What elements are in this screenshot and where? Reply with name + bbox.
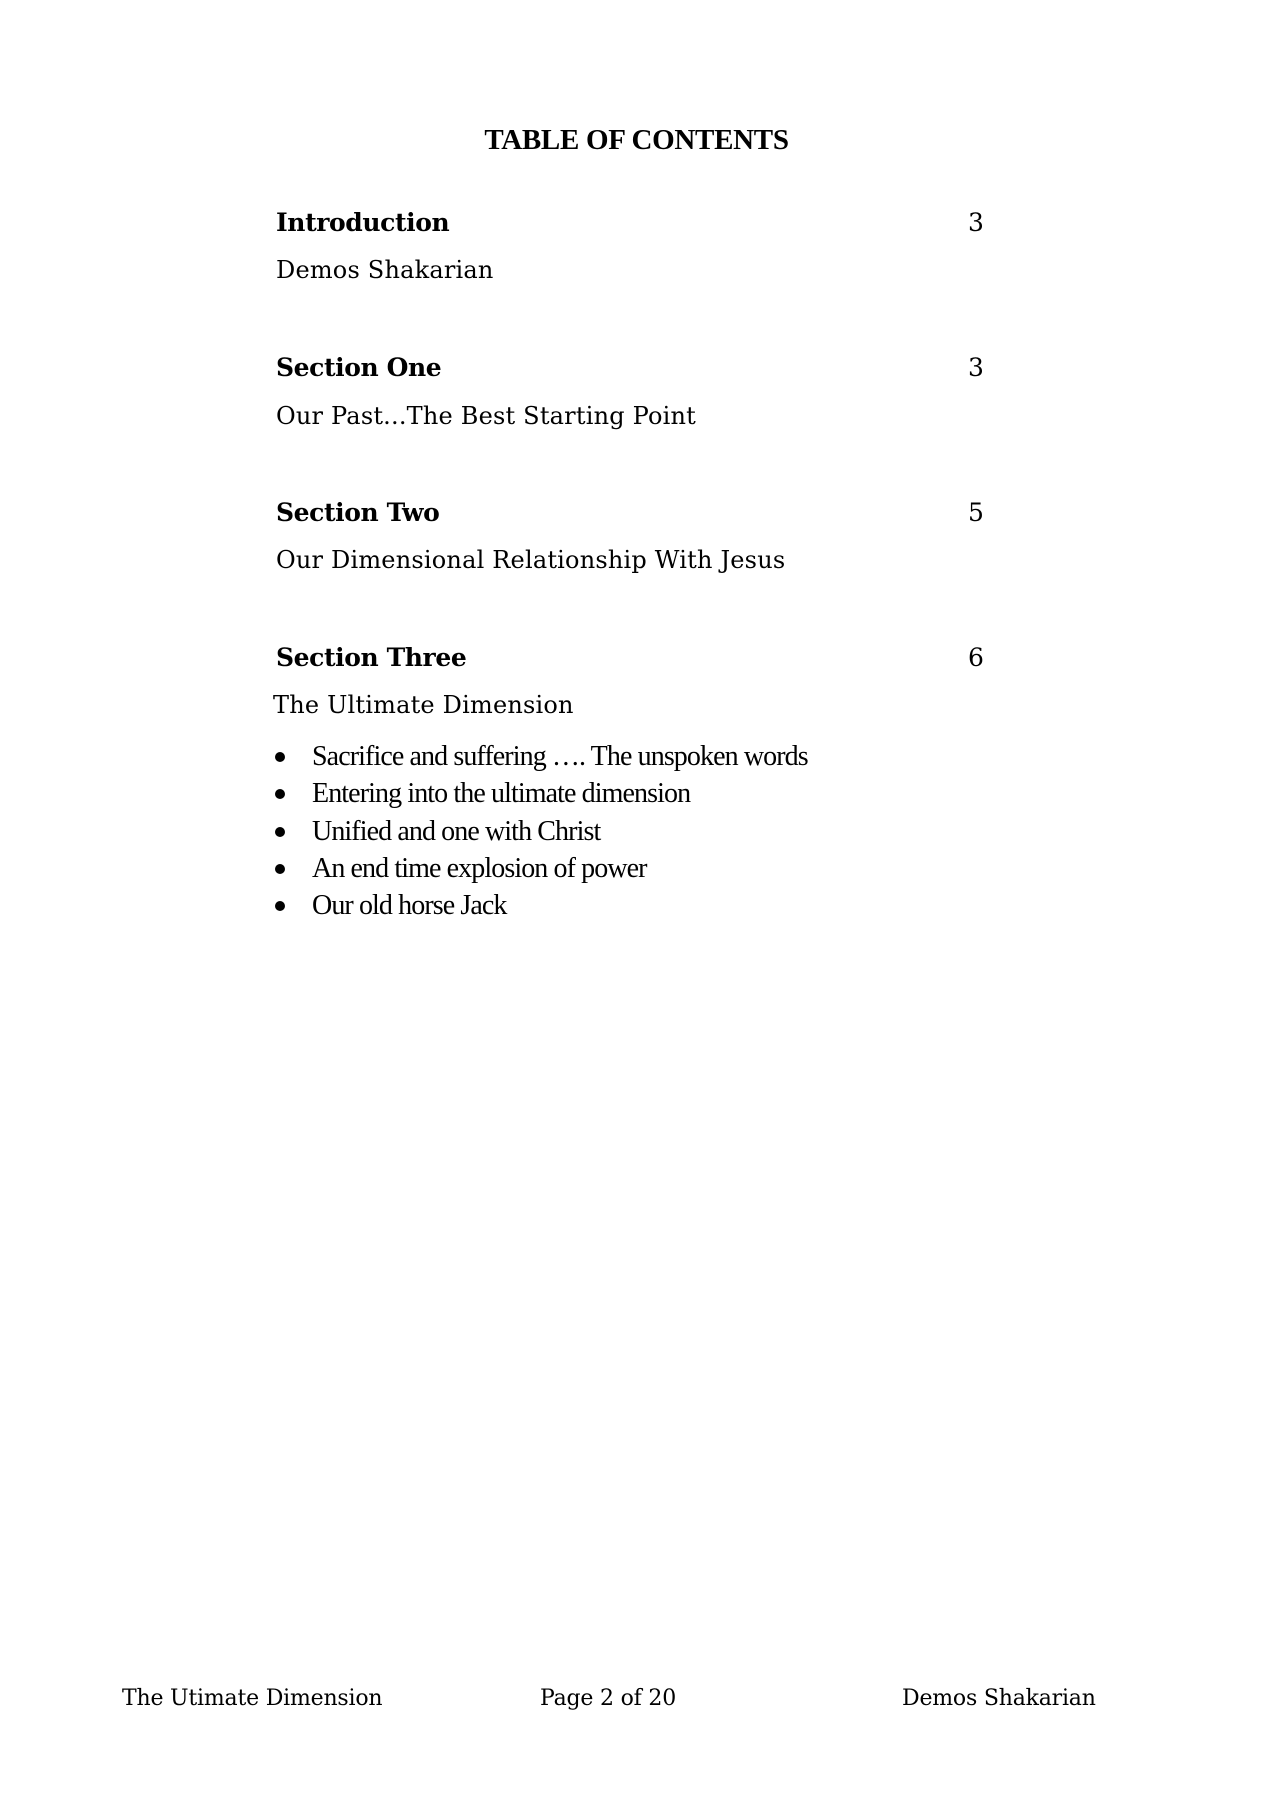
toc-subtitle-section-two: Our Dimensional Relationship With Jesus xyxy=(276,546,786,574)
toc-heading-section-one[interactable]: Section One xyxy=(276,353,442,382)
bullet-icon xyxy=(275,827,285,837)
list-item: Entering into the ultimate dimension xyxy=(272,775,808,812)
toc-page-number-section-two: 5 xyxy=(968,498,984,527)
bullet-icon xyxy=(275,752,285,762)
toc-heading-introduction[interactable]: Introduction xyxy=(276,208,450,237)
footer-page-indicator: Page 2 of 20 xyxy=(540,1686,676,1711)
footer-author: Demos Shakarian xyxy=(902,1686,1096,1711)
footer-document-title: The Utimate Dimension xyxy=(122,1686,383,1711)
toc-heading-section-three[interactable]: Section Three xyxy=(276,643,467,672)
list-item: Unified and one with Christ xyxy=(272,813,808,850)
toc-page-number-section-three: 6 xyxy=(968,643,984,672)
toc-subtitle-introduction: Demos Shakarian xyxy=(276,256,494,284)
list-item: An end time explosion of power xyxy=(272,850,808,887)
list-item: Sacrifice and suffering …. The unspoken words xyxy=(272,738,808,775)
toc-subtitle-section-three: The Ultimate Dimension xyxy=(273,691,574,719)
section-three-bullet-list xyxy=(272,738,808,924)
bullet-icon xyxy=(275,901,285,911)
toc-heading-section-two[interactable]: Section Two xyxy=(276,498,440,527)
page-title: TABLE OF CONTENTS xyxy=(484,124,789,156)
toc-page-number-introduction: 3 xyxy=(968,208,984,237)
toc-page-number-section-one: 3 xyxy=(968,353,984,382)
bullet-icon xyxy=(275,864,285,874)
toc-subtitle-section-one: Our Past...The Best Starting Point xyxy=(276,402,697,430)
list-item: Our old horse Jack xyxy=(272,887,808,924)
bullet-icon xyxy=(275,789,285,799)
